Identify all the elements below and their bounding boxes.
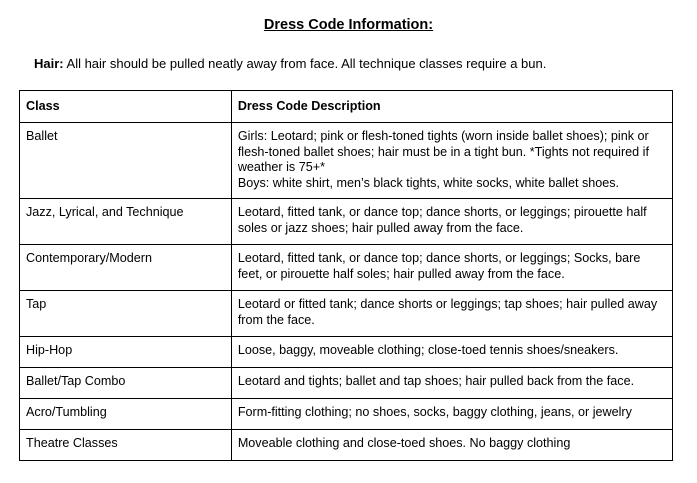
description-cell: Leotard, fitted tank, or dance top; dance shorts, or leggings; Socks, bare feet, or pirouette half soles; hair pulled away from the face. bbox=[231, 245, 672, 291]
table-row bbox=[20, 399, 673, 430]
table-row bbox=[20, 123, 673, 199]
class-cell: Contemporary/Modern bbox=[20, 245, 232, 291]
description-cell: Loose, baggy, moveable clothing; close-toed tennis shoes/sneakers. bbox=[231, 337, 672, 368]
description-cell: Leotard and tights; ballet and tap shoes; hair pulled back from the face. bbox=[231, 368, 672, 399]
description-cell: Moveable clothing and close-toed shoes. No baggy clothing bbox=[231, 430, 672, 461]
hair-policy bbox=[34, 56, 546, 71]
header-class: Class bbox=[20, 91, 232, 123]
hair-label: Hair: bbox=[34, 56, 64, 71]
header-description: Dress Code Description bbox=[231, 91, 672, 123]
table-row bbox=[20, 368, 673, 399]
class-cell: Hip-Hop bbox=[20, 337, 232, 368]
table-row bbox=[20, 337, 673, 368]
description-boys: Boys: white shirt, men’s black tights, white socks, white ballet shoes. bbox=[237, 175, 620, 190]
description-cell: Leotard or fitted tank; dance shorts or leggings; tap shoes; hair pulled away from the face. bbox=[231, 291, 672, 337]
table-header-row bbox=[20, 91, 673, 123]
page-title: Dress Code Information: bbox=[263, 17, 434, 33]
table-row bbox=[20, 199, 673, 245]
hair-text: All hair should be pulled neatly away from face. All technique classes require a bun. bbox=[63, 56, 547, 71]
dress-code-table bbox=[19, 90, 673, 461]
table-row bbox=[20, 245, 673, 291]
description-cell bbox=[231, 123, 672, 199]
class-cell: Theatre Classes bbox=[20, 430, 232, 461]
class-cell: Tap bbox=[20, 291, 232, 337]
table-row bbox=[20, 430, 673, 461]
class-cell: Acro/Tumbling bbox=[20, 399, 232, 430]
description-cell: Form-fitting clothing; no shoes, socks, baggy clothing, jeans, or jewelry bbox=[231, 399, 672, 430]
table-row bbox=[20, 291, 673, 337]
class-cell: Jazz, Lyrical, and Technique bbox=[20, 199, 232, 245]
description-cell: Leotard, fitted tank, or dance top; dance shorts, or leggings; pirouette half soles or jazz shoes; hair pulled away from the face. bbox=[231, 199, 672, 245]
class-cell: Ballet/Tap Combo bbox=[20, 368, 232, 399]
description-girls: Girls: Leotard; pink or flesh-toned tights (worn inside ballet shoes); pink or flesh-toned ballet shoes; hair must be in a tight bun. *Tights not required if weather is 75+* bbox=[237, 129, 649, 174]
class-cell: Ballet bbox=[20, 123, 232, 199]
